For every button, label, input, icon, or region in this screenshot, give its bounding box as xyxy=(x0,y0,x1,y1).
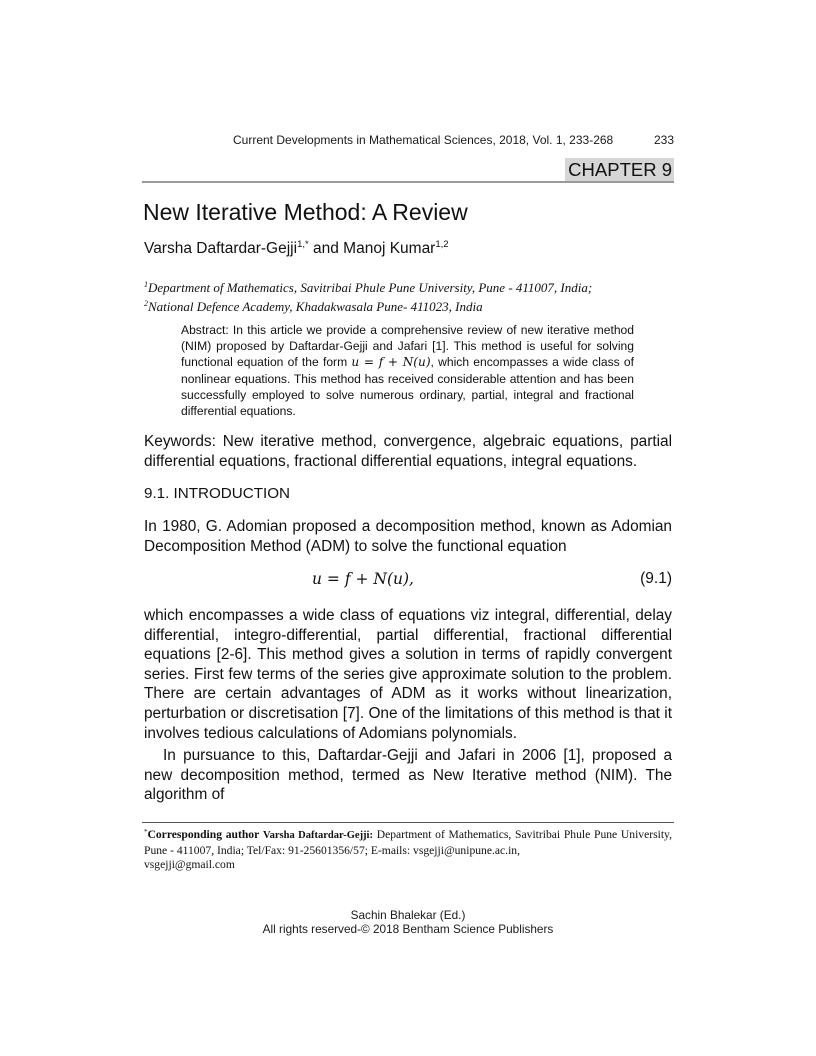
footnote-marker: * xyxy=(144,828,148,836)
footnote-email: vsgejji@gmail.com xyxy=(144,858,235,871)
journal-citation: Current Developments in Mathematical Sciences, 2018, Vol. 1, 233-268 xyxy=(233,133,614,147)
affiliation-text: National Defence Academy, Khadakwasala Pune- 411023, India xyxy=(148,298,483,314)
abstract-text: In this article we provide a comprehensive review of new iterative method (NIM) proposed by Daftardar-Gejji and Jafari [1]. This method is useful for solving functional equation of the form xyxy=(181,323,634,370)
affiliations xyxy=(144,277,592,314)
affiliation-line xyxy=(144,277,592,296)
affiliation-line xyxy=(144,296,592,315)
footnote-label: Corresponding author xyxy=(147,828,260,841)
page-footer xyxy=(0,908,816,936)
footnote xyxy=(144,825,672,873)
body-paragraph: In pursuance to this, Daftardar-Gejji and Jafari in 2006 [1], proposed a new decomposition method, termed as New Iterative method (NIM). The algorithm of xyxy=(144,747,672,804)
author-affiliation-marker: 1,2 xyxy=(435,239,449,250)
keywords xyxy=(144,432,672,471)
abstract-text: , which encompasses a wide class of nonlinear equations. This method has received considerable attention and has been successfully employed to solve numerous ordinary, partial, integral and fractional differential equations. xyxy=(181,355,635,419)
editor-credit: Sachin Bhalekar (Ed.) xyxy=(350,908,466,922)
chapter-label: CHAPTER 9 xyxy=(565,158,674,181)
body-paragraph: which encompasses a wide class of equations viz integral, differential, delay differential, integro-differential, partial differential, fractional differential equations [2-6]. This method gives a solution in terms of rapidly convergent series. First few terms of the series give approximate solution to the problem. There are certain advantages of ADM as it works without linearization, perturbation or discretisation [7]. One of the limitations of this method is that it involves tedious calculations of Adomians polynomials. xyxy=(144,607,672,742)
affiliation-marker: 1 xyxy=(144,280,148,289)
abstract-label: Abstract: xyxy=(181,323,229,337)
keywords-label: Keywords: xyxy=(144,433,216,450)
body-paragraph: In 1980, G. Adomian proposed a decomposition method, known as Adomian Decomposition Method (ADM) to solve the functional equation xyxy=(144,518,672,555)
abstract-math: u = f + N(u) xyxy=(351,355,431,370)
page-number: 233 xyxy=(653,133,674,147)
affiliation-marker: 2 xyxy=(144,298,148,308)
abstract xyxy=(181,322,634,419)
header-rule xyxy=(142,181,674,183)
equation-body: u = f + N(u), xyxy=(312,570,414,588)
copyright-notice: All rights reserved-© 2018 Bentham Science Publishers xyxy=(262,922,554,936)
author-separator: and xyxy=(308,240,344,257)
footnote-text: Department of Mathematics, Savitribai Phule Pune University, Pune - 411007, India; Tel/Fax: 91-25601356/57; E-mails: vsgejji@unipune.ac.in, xyxy=(144,828,672,857)
author-list xyxy=(144,239,449,258)
equation-number: (9.1) xyxy=(640,570,672,587)
equation xyxy=(144,570,672,592)
affiliation-text: Department of Mathematics, Savitribai Phule Pune University, Pune - 411007, India; xyxy=(148,280,593,295)
footnote-author: Varsha Daftardar-Gejji: xyxy=(262,830,373,841)
author-name: Varsha Daftardar-Gejji xyxy=(144,240,298,257)
author-name: Manoj Kumar xyxy=(343,240,436,257)
footnote-rule xyxy=(142,822,674,823)
page-title: New Iterative Method: A Review xyxy=(143,199,468,225)
section-heading: 9.1. INTRODUCTION xyxy=(144,485,290,502)
keywords-text: New iterative method, convergence, algebraic equations, partial differential equations, fractional differential equations, integral equations. xyxy=(144,433,672,470)
author-affiliation-marker: 1,* xyxy=(297,239,309,250)
